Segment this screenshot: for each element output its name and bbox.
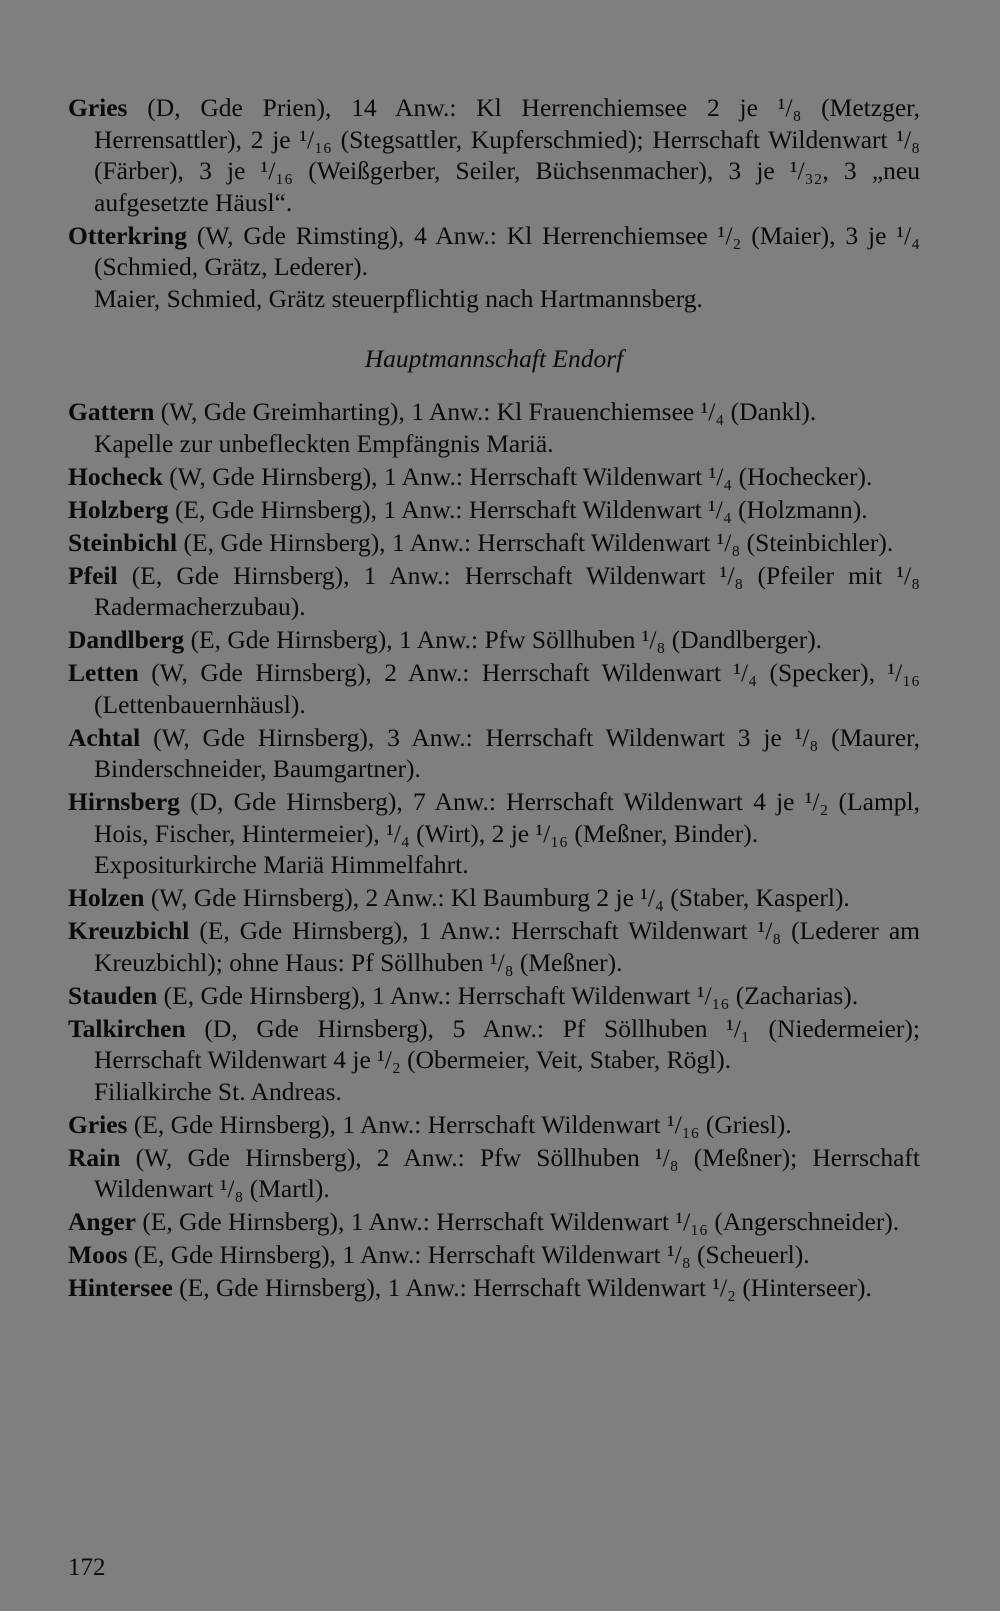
- place-entry: [68, 461, 920, 493]
- place-name: Gries: [68, 1109, 128, 1139]
- section-heading: Hauptmannschaft Endorf: [364, 344, 624, 373]
- page-content: [68, 92, 920, 1305]
- place-name: Achtal: [68, 722, 141, 752]
- place-details: (W, Gde Rimsting), 4 Anw.: Kl Herrenchiemsee ¹/₂ (Maier), 3 je ¹/₄ (Schmied, Grätz, Lederer).: [94, 220, 920, 281]
- entry-list-main: [68, 396, 920, 1304]
- place-name: Gattern: [68, 397, 155, 426]
- place-details: (W, Gde Hirnsberg), 2 Anw.: Herrschaft Wildenwart ¹/₄ (Specker), ¹/₁₆ (Lettenbauernhäusl).: [94, 658, 920, 719]
- place-entry: [68, 527, 920, 559]
- place-name: Kreuzbichl: [68, 916, 190, 945]
- place-entry: [68, 494, 920, 526]
- place-name: Anger: [68, 1207, 136, 1236]
- place-entry: [68, 915, 920, 978]
- place-name: Pfeil: [68, 560, 118, 590]
- place-entry: [68, 92, 920, 218]
- place-details: (E, Gde Hirnsberg), 1 Anw.: Herrschaft Wildenwart ¹/₈ (Lederer am Kreuzbichl); ohne Haus: Pf Söllhuben ¹/₈ (Meßner).: [94, 916, 920, 977]
- place-details: (D, Gde Hirnsberg), 7 Anw.: Herrschaft Wildenwart 4 je ¹/₂ (Lampl, Hois, Fischer, Hintermeier), ¹/₄ (Wirt), 2 je ¹/₁₆ (Meßner, Binder).: [94, 787, 920, 848]
- place-details: (E, Gde Hirnsberg), 1 Anw.: Herrschaft Wildenwart ¹/₈ (Steinbichler).: [177, 527, 894, 557]
- page-number: 172: [68, 1554, 106, 1581]
- place-entry: [68, 722, 920, 785]
- place-name: Letten: [68, 658, 139, 687]
- place-name: Steinbichl: [68, 527, 178, 557]
- place-details: (E, Gde Hirnsberg), 1 Anw.: Herrschaft Wildenwart ¹/₁₆ (Angerschneider).: [135, 1207, 900, 1236]
- place-entry: [68, 980, 920, 1012]
- place-entry: [68, 1142, 920, 1205]
- place-name: Stauden: [68, 980, 158, 1010]
- place-details: (W, Gde Greimharting), 1 Anw.: Kl Frauenchiemsee ¹/₄ (Dankl).: [154, 397, 817, 426]
- place-details: (E, Gde Hirnsberg), 1 Anw.: Pfw Söllhuben ¹/₈ (Dandlberger).: [184, 625, 823, 654]
- place-name: Hocheck: [68, 461, 163, 491]
- place-details: (W, Gde Hirnsberg), 1 Anw.: Herrschaft Wildenwart ¹/₄ (Hochecker).: [162, 461, 873, 491]
- place-name: Otterkring: [68, 220, 187, 250]
- place-entry: [68, 624, 920, 656]
- place-name: Hirnsberg: [68, 787, 180, 816]
- place-entry: [68, 1272, 920, 1304]
- place-name: Dandlberg: [68, 625, 185, 654]
- place-name: Gries: [68, 93, 128, 122]
- place-details: (E, Gde Hirnsberg), 1 Anw.: Herrschaft Wildenwart ¹/₁₆ (Griesl).: [127, 1109, 792, 1139]
- place-entry: [68, 1239, 920, 1271]
- place-note: Kapelle zur unbefleckten Empfängnis Mariä.: [94, 428, 554, 458]
- place-details: (D, Gde Prien), 14 Anw.: Kl Herrenchiemsee 2 je ¹/₈ (Metzger, Herrensattler), 2 je ¹/₁₆ (Stegsattler, Kupferschmied); Herrschaft Wildenwart ¹/₈ (Färber), 3 je ¹/₁₆ (Weißgerber, Seiler, Büchsenmacher), 3 je ¹/₃₂, 3 „neu aufgesetzte Häusl“.: [94, 93, 920, 217]
- place-details: (W, Gde Hirnsberg), 3 Anw.: Herrschaft Wildenwart 3 je ¹/₈ (Maurer, Binderschneider, Baumgartner).: [94, 722, 920, 783]
- place-name: Moos: [68, 1240, 128, 1269]
- place-name: Holzen: [68, 883, 145, 912]
- place-entry: [68, 882, 920, 914]
- place-entry: [68, 560, 920, 623]
- entry-list-top: [68, 92, 920, 314]
- place-details: (E, Gde Hirnsberg), 1 Anw.: Herrschaft Wildenwart ¹/₄ (Holzmann).: [168, 494, 868, 524]
- place-details: (E, Gde Hirnsberg), 1 Anw.: Herrschaft Wildenwart ¹/₂ (Hinterseer).: [172, 1273, 872, 1302]
- place-note: Expositurkirche Mariä Himmelfahrt.: [94, 850, 469, 879]
- place-entry: [68, 657, 920, 720]
- place-details: (E, Gde Hirnsberg), 1 Anw.: Herrschaft Wildenwart ¹/₁₆ (Zacharias).: [157, 980, 859, 1010]
- place-entry: [68, 1013, 920, 1108]
- place-entry: [68, 220, 920, 315]
- place-name: Rain: [68, 1142, 121, 1172]
- place-note: Filialkirche St. Andreas.: [94, 1076, 342, 1106]
- place-entry: [68, 396, 920, 459]
- place-name: Talkirchen: [68, 1013, 186, 1043]
- place-entry: [68, 1206, 920, 1238]
- place-details: (E, Gde Hirnsberg), 1 Anw.: Herrschaft Wildenwart ¹/₈ (Pfeiler mit ¹/₈ Radermacherzubau).: [94, 560, 920, 621]
- place-note: Maier, Schmied, Grätz steuerpflichtig nach Hartmannsberg.: [94, 283, 703, 313]
- place-entry: [68, 1109, 920, 1141]
- place-name: Hintersee: [68, 1273, 173, 1302]
- place-details: (W, Gde Hirnsberg), 2 Anw.: Kl Baumburg 2 je ¹/₄ (Staber, Kasperl).: [144, 883, 850, 912]
- place-entry: [68, 786, 920, 881]
- place-name: Holzberg: [68, 494, 169, 524]
- place-details: (W, Gde Hirnsberg), 2 Anw.: Pfw Söllhuben ¹/₈ (Meßner); Herrschaft Wildenwart ¹/₈ (Martl).: [94, 1142, 920, 1203]
- place-details: (E, Gde Hirnsberg), 1 Anw.: Herrschaft Wildenwart ¹/₈ (Scheuerl).: [127, 1240, 810, 1269]
- place-details: (D, Gde Hirnsberg), 5 Anw.: Pf Söllhuben ¹/₁ (Niedermeier); Herrschaft Wildenwart 4 je ¹/₂ (Obermeier, Veit, Staber, Rögl).: [94, 1013, 920, 1074]
